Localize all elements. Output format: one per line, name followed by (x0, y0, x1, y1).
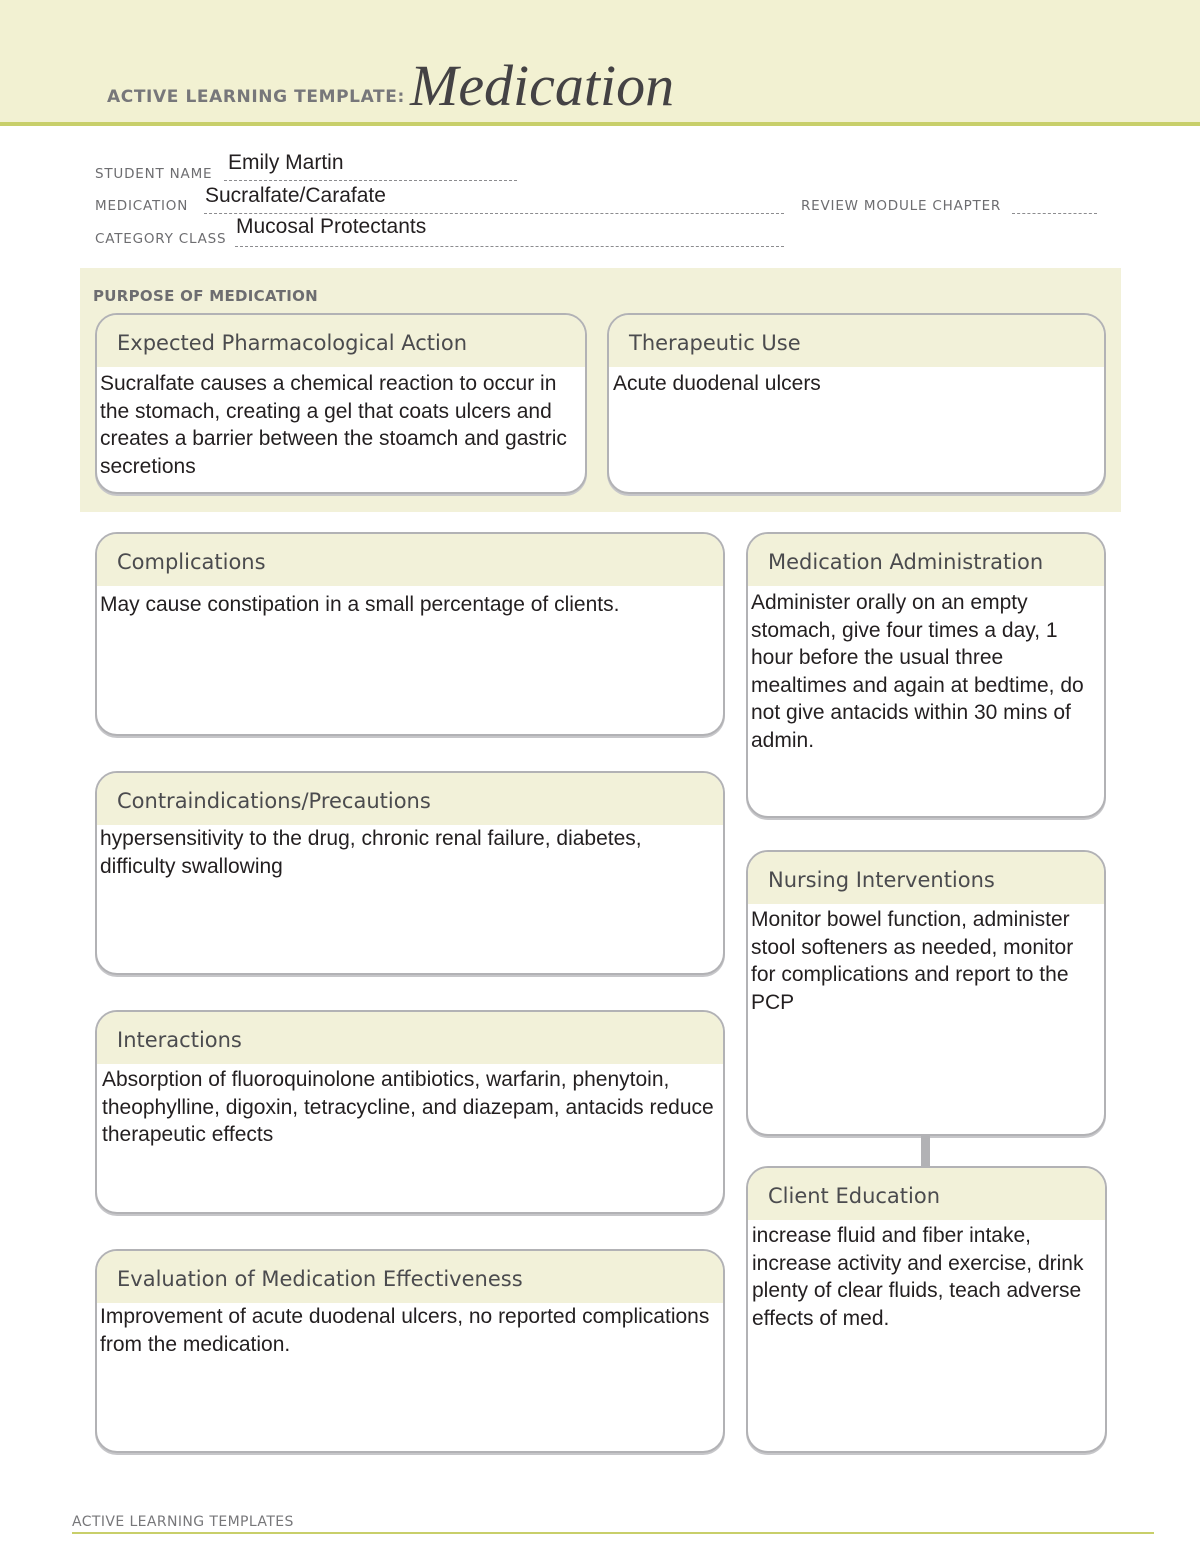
nursing-interventions-title: Nursing Interventions (748, 852, 1104, 904)
footer-rule (72, 1532, 1154, 1534)
evaluation-title: Evaluation of Medication Effectiveness (97, 1251, 723, 1303)
interactions-card (95, 1010, 725, 1214)
client-education-title: Client Education (748, 1168, 1105, 1220)
therapeutic-use-title: Therapeutic Use (609, 315, 1104, 367)
client-education-text[interactable]: increase fluid and fiber intake, increase activity and exercise, drink plenty of clear fluids, teach adverse effects of med. (752, 1224, 1084, 1330)
complications-text[interactable]: May cause constipation in a small percentage of clients. (100, 593, 620, 616)
review-module-chapter-line (1012, 213, 1097, 214)
student-name-field[interactable]: Emily Martin (228, 151, 344, 174)
expected-action-text[interactable]: Sucralfate causes a chemical reaction to occur in the stomach, creating a gel that coats ulcers and creates a barrier between the stoamch and gastric secretions (100, 372, 567, 478)
complications-title: Complications (97, 534, 723, 586)
administration-text[interactable]: Administer orally on an empty stomach, give four times a day, 1 hour before the usual three mealtimes and again at bedtime, do not give antacids within 30 mins of admin. (751, 591, 1084, 752)
medication-field[interactable]: Sucralfate/Carafate (205, 184, 386, 207)
student-name-line (224, 180, 517, 181)
evaluation-card (95, 1249, 725, 1453)
expected-action-card (95, 313, 587, 494)
nursing-interventions-card (746, 850, 1106, 1136)
contraindications-card (95, 771, 725, 975)
therapeutic-use-card (607, 313, 1106, 494)
therapeutic-use-text[interactable]: Acute duodenal ulcers (613, 372, 821, 395)
expected-action-title: Expected Pharmacological Action (97, 315, 585, 367)
medication-label: MEDICATION (95, 198, 189, 214)
medication-line (204, 213, 784, 214)
client-education-card (746, 1166, 1107, 1453)
complications-card (95, 532, 725, 736)
interactions-title: Interactions (97, 1012, 723, 1064)
footer-label: ACTIVE LEARNING TEMPLATES (72, 1514, 294, 1530)
administration-card (746, 532, 1106, 818)
page-title: Medication (410, 53, 675, 118)
category-class-field[interactable]: Mucosal Protectants (236, 215, 427, 238)
interactions-text[interactable]: Absorption of fluoroquinolone antibiotics, warfarin, phenytoin, theophylline, digoxin, tetracycline, and diazepam, antacids reduce therapeutic effects (102, 1068, 714, 1146)
template-label: ACTIVE LEARNING TEMPLATE: (107, 87, 405, 107)
category-class-label: CATEGORY CLASS (95, 231, 227, 247)
nursing-interventions-text[interactable]: Monitor bowel function, administer stool softeners as needed, monitor for complications and report to the PCP (751, 908, 1074, 1014)
contraindications-text[interactable]: hypersensitivity to the drug, chronic renal failure, diabetes, difficulty swallowing (100, 827, 642, 878)
review-module-chapter-label: REVIEW MODULE CHAPTER (801, 198, 1002, 214)
administration-title: Medication Administration (748, 534, 1104, 586)
category-class-line (235, 246, 784, 247)
contraindications-title: Contraindications/Precautions (97, 773, 723, 825)
card-connector (921, 1135, 930, 1166)
student-name-label: STUDENT NAME (95, 166, 213, 182)
purpose-label: PURPOSE OF MEDICATION (93, 287, 319, 305)
header-rule (0, 122, 1200, 126)
evaluation-text[interactable]: Improvement of acute duodenal ulcers, no reported complications from the medication. (100, 1305, 710, 1356)
